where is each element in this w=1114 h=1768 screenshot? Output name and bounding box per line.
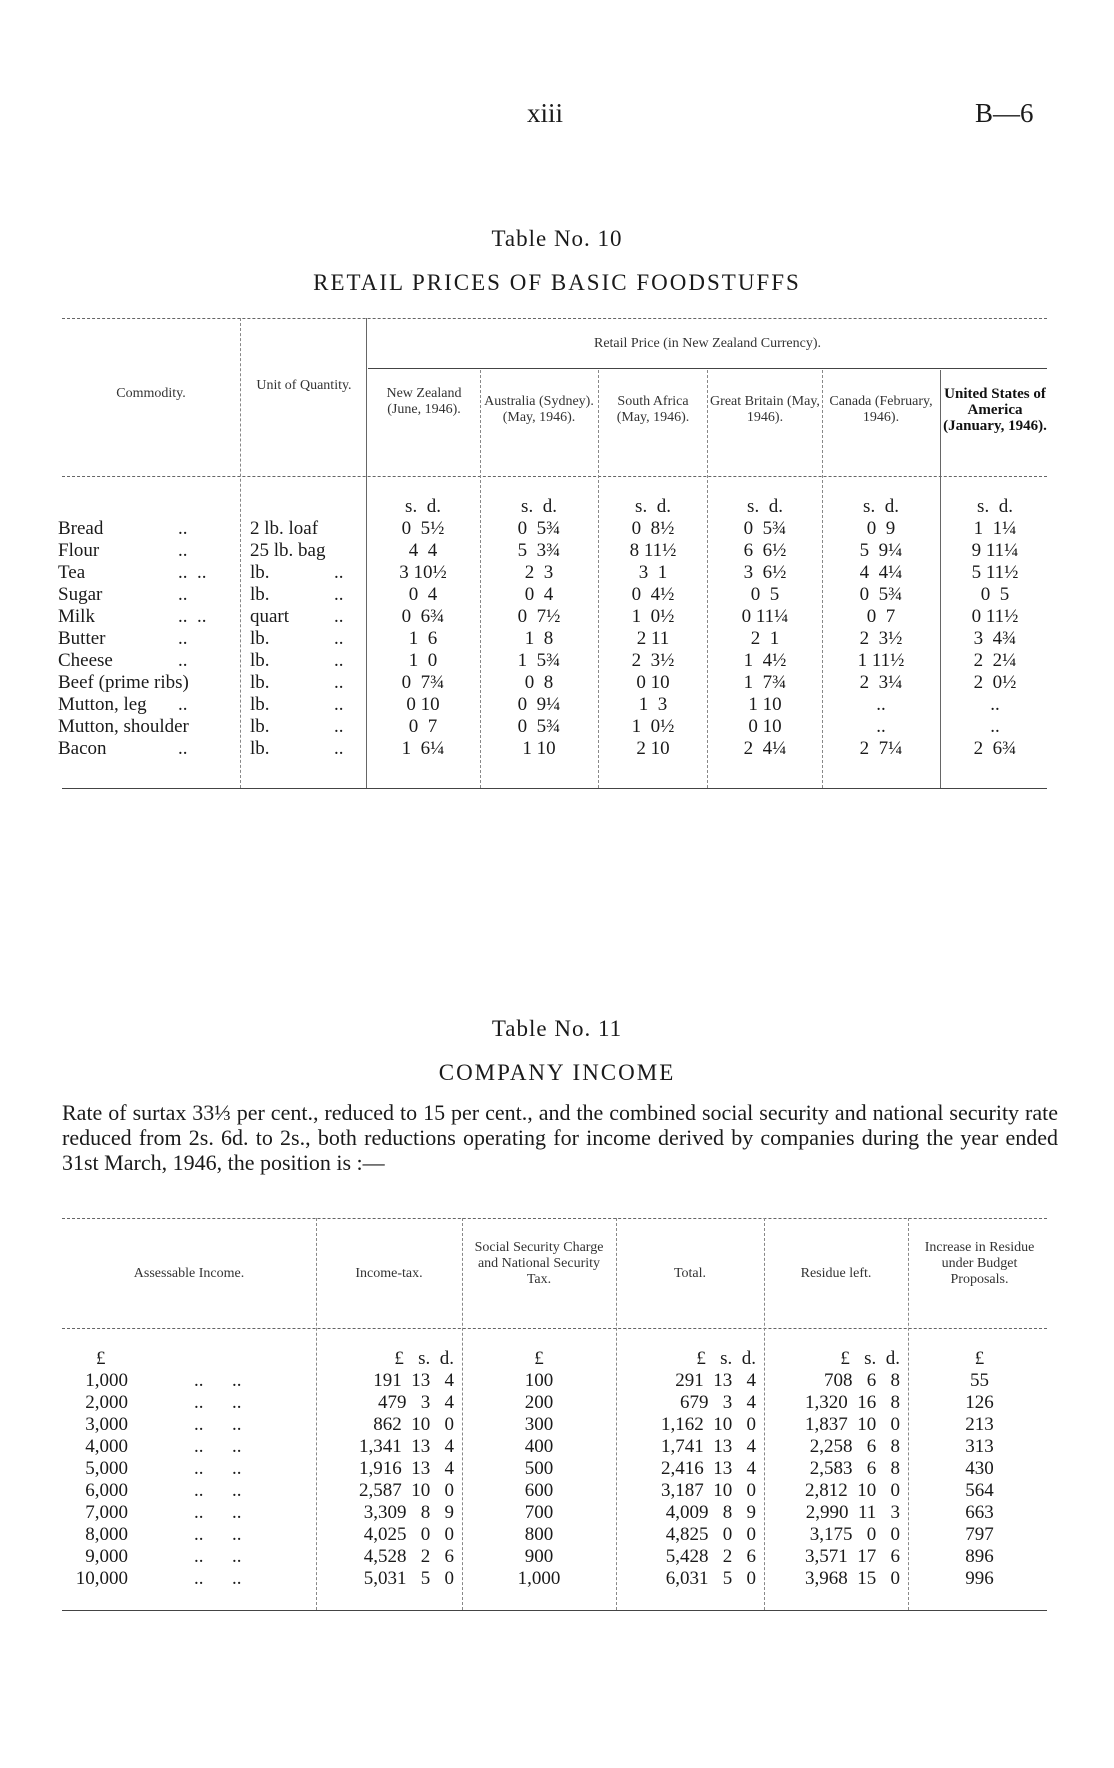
table11-unit-label: £ s. d. [696,1348,756,1369]
table10-col-divider [940,370,941,788]
total-cell: 1,741 13 4 [661,1436,756,1457]
price-cell: 2 7¼ [859,738,903,759]
price-cell: 0 11¼ [741,606,789,627]
price-cell: 0 7 [408,716,438,737]
increase-cell: 896 [965,1546,994,1567]
total-cell: 6,031 5 0 [665,1568,756,1589]
price-cell: 0 4 [408,584,438,605]
price-cell: 2 1 [750,628,780,649]
leader-dots: .. [334,606,344,627]
price-cell: 1 11½ [857,650,905,671]
leader-dots: .. [178,628,188,649]
page-code: B—6 [975,98,1034,128]
table10-group-rule [368,368,1047,369]
table10-top-rule [62,318,1047,319]
table11-header: Assessable Income. [133,1266,245,1281]
residue-cell: 2,583 6 8 [809,1458,900,1479]
unit-of-quantity: quart [250,606,290,627]
total-cell: 4,825 0 0 [665,1524,756,1545]
assessable-income: 10,000 [75,1568,128,1589]
increase-cell: 564 [965,1480,994,1501]
unit-of-quantity: lb. [250,562,270,583]
price-cell: .. [990,694,1000,715]
assessable-income: 6,000 [85,1480,128,1501]
social-security-cell: 700 [524,1502,554,1523]
leader-dots: .. .. [194,1546,242,1567]
commodity-name: Milk [58,606,95,627]
leader-dots: .. [334,716,344,737]
leader-dots: .. [334,694,344,715]
leader-dots: .. [334,650,344,671]
increase-cell: 313 [965,1436,994,1457]
increase-cell: 55 [970,1370,989,1391]
price-cell: 2 3¼ [859,672,903,693]
price-cell: .. [990,716,1000,737]
social-security-cell: 200 [524,1392,554,1413]
price-cell: 1 4½ [743,650,787,671]
table10-col-divider [240,318,241,788]
leader-dots: .. [178,738,188,759]
income-tax-cell: 1,916 13 4 [359,1458,454,1479]
leader-dots: .. .. [194,1502,242,1523]
leader-dots: .. [178,584,188,605]
price-cell: 5 9¼ [859,540,903,561]
table10-col-divider [707,370,708,788]
price-cell: 1 1¼ [973,518,1017,539]
commodity-name: Tea [58,562,86,583]
table11-unit-label: £ [96,1348,106,1369]
commodity-name: Bread [58,518,104,539]
assessable-income: 3,000 [85,1414,128,1435]
table11-header: Residue left. [800,1266,872,1281]
social-security-cell: 100 [524,1370,554,1391]
price-cell: 0 5¾ [743,518,787,539]
price-cell: 0 4 [524,584,554,605]
increase-cell: 126 [965,1392,994,1413]
income-tax-cell: 3,309 8 9 [363,1502,454,1523]
table11-unit-label: £ [974,1348,985,1369]
residue-cell: 2,812 10 0 [805,1480,900,1501]
increase-cell: 797 [965,1524,994,1545]
unit-of-quantity: lb. [250,672,270,693]
leader-dots: .. [334,584,344,605]
residue-cell: 2,258 6 8 [809,1436,900,1457]
table11-unit-label: £ s. d. [840,1348,900,1369]
leader-dots: .. [334,672,344,693]
price-cell: 4 4¼ [859,562,903,583]
residue-cell: 3,175 0 0 [809,1524,900,1545]
price-cell: 8 11½ [629,540,677,561]
table10-unit-label: s. d. [521,496,557,517]
table10-col-divider [480,370,481,788]
total-cell: 4,009 8 9 [665,1502,756,1523]
price-cell: 0 9 [866,518,896,539]
leader-dots: .. [334,738,344,759]
price-cell: 3 1 [638,562,668,583]
price-cell: 1 6 [408,628,438,649]
assessable-income: 8,000 [85,1524,128,1545]
table11-col-divider [616,1218,617,1610]
residue-cell: 3,968 15 0 [805,1568,900,1589]
table10-header-unit: Unit of Quantity. [256,378,352,393]
assessable-income: 9,000 [85,1546,128,1567]
leader-dots: .. .. [194,1524,242,1545]
commodity-name: Sugar [58,584,103,605]
commodity-name: Beef (prime ribs) [58,672,189,693]
price-cell: .. [876,716,886,737]
table10-col-divider [366,318,367,788]
unit-of-quantity: lb. [250,694,270,715]
unit-of-quantity: lb. [250,628,270,649]
table10-title: RETAIL PRICES OF BASIC FOODSTUFFS [313,270,801,295]
commodity-name: Bacon [58,738,107,759]
income-tax-cell: 4,025 0 0 [363,1524,454,1545]
table10-label: Table No. 10 [491,226,623,251]
table11-bottom-rule [62,1610,1047,1611]
assessable-income: 7,000 [85,1502,128,1523]
price-cell: 0 5 [980,584,1010,605]
assessable-income: 2,000 [85,1392,128,1413]
commodity-name: Mutton, shoulder [58,716,189,737]
leader-dots: .. .. [194,1370,242,1391]
table11-header-rule [62,1328,1047,1329]
commodity-name: Cheese [58,650,113,671]
price-cell: 1 0 [408,650,438,671]
price-cell: 2 4¼ [743,738,787,759]
unit-of-quantity: lb. [250,738,270,759]
unit-of-quantity: lb. [250,584,270,605]
table10-header-country: United States of America (January, 1946). [943,386,1047,434]
table11-unit-label: £ s. d. [394,1348,454,1369]
price-cell: 0 10 [636,672,670,693]
price-cell: 2 3½ [859,628,903,649]
leader-dots: .. [178,540,188,561]
table10-header-commodity: Commodity. [116,386,186,401]
table11-title: COMPANY INCOME [438,1060,676,1085]
total-cell: 1,162 10 0 [661,1414,756,1435]
price-cell: 0 7 [866,606,896,627]
price-cell: 6 6½ [743,540,787,561]
leader-dots: .. .. [194,1568,242,1589]
table10-header-rule [62,476,1047,477]
price-cell: 2 3½ [631,650,675,671]
table11-intro [62,1100,1058,1175]
price-cell: 1 3 [638,694,668,715]
price-cell: 2 0½ [973,672,1017,693]
price-cell: 1 0½ [631,716,675,737]
social-security-cell: 500 [524,1458,554,1479]
total-cell: 3,187 10 0 [661,1480,756,1501]
leader-dots: .. .. [194,1458,242,1479]
price-cell: 0 8½ [631,518,675,539]
page-number: xiii [527,98,564,128]
price-cell: 1 10 [522,738,556,759]
table10-col-divider [598,370,599,788]
total-cell: 679 3 4 [680,1392,756,1413]
price-cell: 0 7½ [517,606,561,627]
price-cell: 0 5¾ [517,518,561,539]
total-cell: 5,428 2 6 [665,1546,756,1567]
table11-label: Table No. 11 [491,1016,623,1041]
table11-header: Social Security Charge and National Security Tax. [474,1240,604,1287]
table11-col-divider [764,1218,765,1610]
leader-dots: .. .. [178,606,207,627]
unit-of-quantity: 2 lb. loaf [250,518,319,539]
price-cell: 0 6¾ [401,606,445,627]
social-security-cell: 900 [524,1546,554,1567]
price-cell: 0 4½ [631,584,675,605]
price-cell: 1 6¼ [401,738,445,759]
unit-of-quantity: lb. [250,716,270,737]
assessable-income: 5,000 [85,1458,128,1479]
table10-unit-label: s. d. [863,496,899,517]
price-cell: 0 5½ [401,518,445,539]
price-cell: 0 8 [524,672,554,693]
price-cell: .. [876,694,886,715]
unit-of-quantity: 25 lb. bag [250,540,326,561]
increase-cell: 996 [965,1568,994,1589]
table10-bottom-rule [62,788,1047,789]
price-cell: 1 0½ [631,606,675,627]
price-cell: 3 10½ [399,562,447,583]
table11-header: Income-tax. [355,1266,423,1281]
price-cell: 1 7¾ [743,672,787,693]
social-security-cell: 300 [524,1414,554,1435]
table10-unit-label: s. d. [635,496,671,517]
price-cell: 0 5¾ [859,584,903,605]
table11-top-rule [62,1218,1047,1219]
social-security-cell: 400 [524,1436,554,1457]
leader-dots: .. .. [194,1436,242,1457]
table11-col-divider [462,1218,463,1610]
table10-group-header: Retail Price (in New Zealand Currency). [593,336,822,351]
assessable-income: 1,000 [85,1370,128,1391]
leader-dots: .. [178,694,188,715]
table10-header-country: Australia (Sydney). (May, 1946). [484,394,594,425]
price-cell: 0 5¾ [517,716,561,737]
price-cell: 0 9¼ [517,694,561,715]
intro-paragraph: Rate of surtax 33⅓ per cent., reduced to 15 per cent., and the combined social security and national security rate reduced from 2s. 6d. to 2s., both reductions operating for income derived by companies during the year ended 31st March, 1946, the position is :— [62,1100,1058,1175]
residue-cell: 1,320 16 8 [805,1392,900,1413]
price-cell: 2 10 [636,738,670,759]
leader-dots: .. [334,628,344,649]
price-cell: 0 11½ [971,606,1019,627]
price-cell: 0 10 [748,716,782,737]
leader-dots: .. .. [194,1392,242,1413]
increase-cell: 213 [965,1414,994,1435]
social-security-cell: 600 [524,1480,554,1501]
leader-dots: .. [178,650,188,671]
price-cell: 3 6½ [743,562,787,583]
commodity-name: Butter [58,628,106,649]
income-tax-cell: 1,341 13 4 [359,1436,454,1457]
price-cell: 9 11¼ [971,540,1019,561]
table10-col-divider [822,370,823,788]
table11-header: Total. [673,1266,707,1281]
income-tax-cell: 4,528 2 6 [363,1546,454,1567]
table10-header-country: South Africa (May, 1946). [616,394,690,425]
residue-cell: 3,571 17 6 [805,1546,900,1567]
residue-cell: 708 6 8 [824,1370,900,1391]
commodity-name: Mutton, leg [58,694,147,715]
price-cell: 3 4¾ [973,628,1017,649]
table10-header-country: Great Britain (May, 1946). [710,394,820,425]
table10-header-country: Canada (February, 1946). [829,394,933,425]
income-tax-cell: 2,587 10 0 [359,1480,454,1501]
assessable-income: 4,000 [85,1436,128,1457]
price-cell: 2 2¼ [973,650,1017,671]
leader-dots: .. .. [194,1414,242,1435]
price-cell: 2 3 [524,562,554,583]
social-security-cell: 800 [524,1524,554,1545]
residue-cell: 1,837 10 0 [805,1414,900,1435]
increase-cell: 663 [965,1502,994,1523]
increase-cell: 430 [965,1458,994,1479]
price-cell: 1 10 [748,694,782,715]
residue-cell: 2,990 11 3 [805,1502,900,1523]
total-cell: 2,416 13 4 [661,1458,756,1479]
table10-unit-label: s. d. [405,496,441,517]
table11-header: Increase in Residue under Budget Proposals. [924,1240,1035,1287]
total-cell: 291 13 4 [675,1370,756,1391]
price-cell: 2 11 [636,628,670,649]
table11-col-divider [316,1218,317,1610]
social-security-cell: 1,000 [517,1568,561,1589]
price-cell: 5 3¾ [517,540,561,561]
price-cell: 1 5¾ [517,650,561,671]
price-cell: 0 5 [750,584,780,605]
income-tax-cell: 5,031 5 0 [363,1568,454,1589]
price-cell: 0 7¾ [401,672,445,693]
table11-col-divider [908,1218,909,1610]
table10-header-country: New Zealand (June, 1946). [386,386,462,417]
price-cell: 2 6¾ [973,738,1017,759]
commodity-name: Flour [58,540,100,561]
income-tax-cell: 191 13 4 [373,1370,454,1391]
unit-of-quantity: lb. [250,650,270,671]
leader-dots: .. [334,562,344,583]
table10-unit-label: s. d. [747,496,783,517]
price-cell: 5 11½ [971,562,1019,583]
income-tax-cell: 862 10 0 [373,1414,454,1435]
price-cell: 4 4 [408,540,438,561]
table10-unit-label: s. d. [977,496,1013,517]
income-tax-cell: 479 3 4 [378,1392,454,1413]
price-cell: 0 10 [406,694,440,715]
leader-dots: .. .. [178,562,207,583]
table11-unit-label: £ [534,1348,544,1369]
leader-dots: .. .. [194,1480,242,1501]
leader-dots: .. [178,518,188,539]
price-cell: 1 8 [524,628,554,649]
